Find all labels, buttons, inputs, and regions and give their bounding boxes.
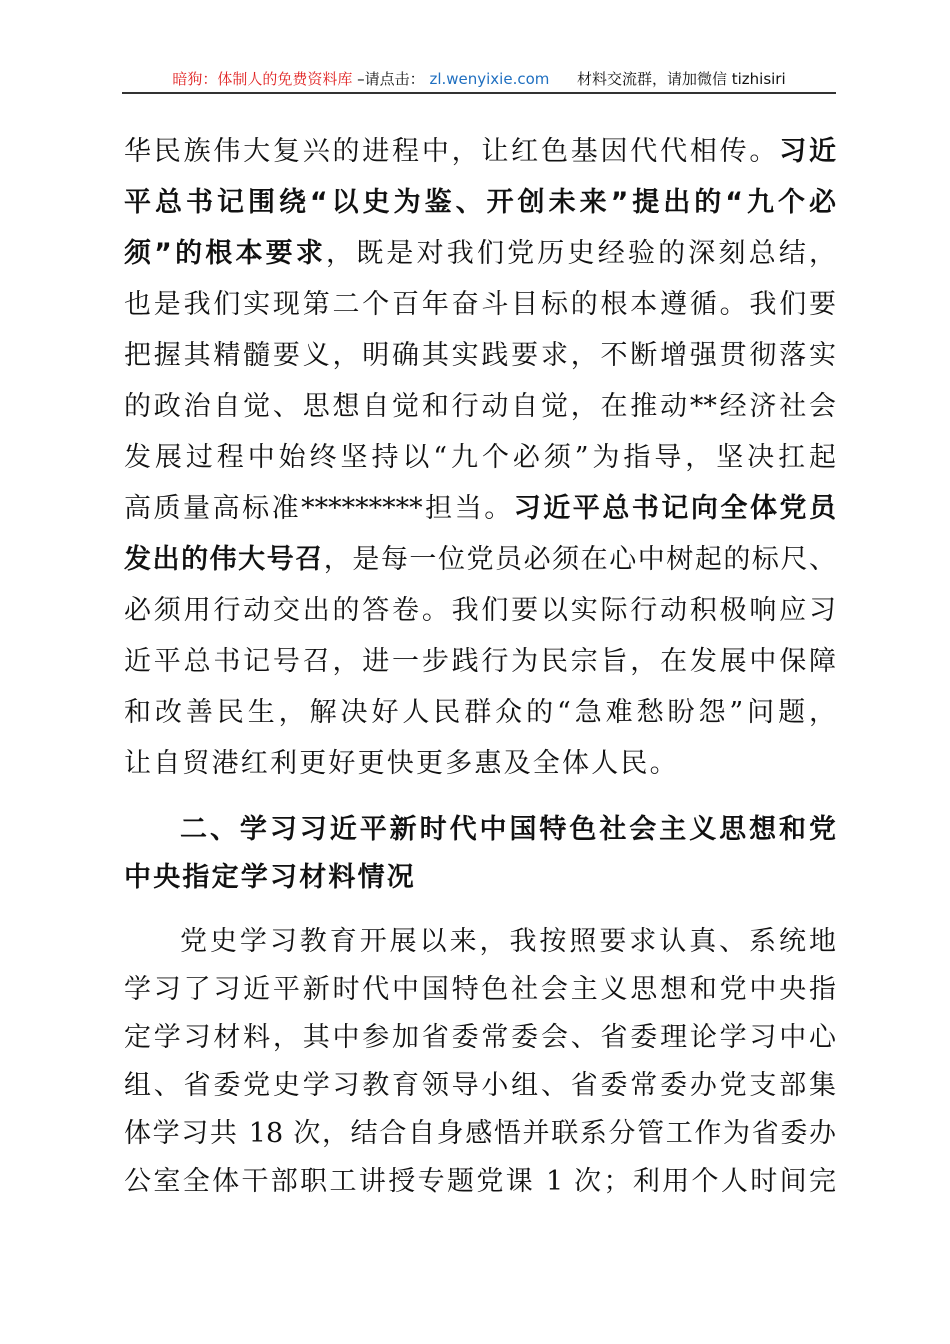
group-note: 材料交流群，请加微信 tizhisiri [576,70,786,88]
bold-text: 习近 [779,136,837,167]
bold-text: 须”的根本要求 [124,238,327,269]
bold-text: 平总书记围绕“以史为鉴、开创未来”提出的“九个必 [124,187,836,218]
section-heading-line [180,810,836,850]
paragraph-line [124,693,836,733]
text: 发展过程中始终坚持以“九个必须”为指导，坚决扛起 [124,442,836,473]
paragraph-line [124,183,836,223]
paragraph-line [124,540,836,580]
watermark-header [122,68,836,89]
site-link[interactable]: zl.wenyixie.com [429,70,550,88]
click-prompt: –请点击： [357,70,425,88]
text: 体学习共 18 次，结合自身感悟并联系分管工作为省委办 [124,1118,836,1149]
text: 定学习材料，其中参加省委常委会、省委理论学习中心 [124,1022,836,1053]
paragraph-line [124,970,836,1010]
text: 公室全体干部职工讲授专题党课 1 次；利用个人时间完 [124,1166,836,1197]
text: 让自贸港红利更好更快更多惠及全体人民。 [124,748,679,779]
text: 高质量高标准*********担当。 [124,493,514,524]
site-name: 暗狗：体制人的免费资料库 [172,70,353,88]
section-heading-line [124,858,836,898]
text: ，是每一位党员必须在心中树起的标尺、 [323,544,837,575]
paragraph-line [124,1162,836,1202]
paragraph-line [124,1066,836,1106]
text: ，既是对我们党历史经验的深刻总结， [326,238,837,269]
text: 的政治自觉、思想自觉和行动自觉，在推动**经济社会 [124,391,836,422]
paragraph-line [124,234,836,274]
paragraph-line [180,922,836,962]
paragraph-line [124,744,836,784]
text: 学习了习近平新时代中国特色社会主义思想和党中央指 [124,974,836,1005]
text: 华民族伟大复兴的进程中，让红色基因代代相传。 [124,136,780,167]
bold-text: 二、学习习近平新时代中国特色社会主义思想和党 [180,814,836,845]
paragraph-line [124,1018,836,1058]
text: 组、省委党史学习教育领导小组、省委常委办党支部集 [124,1070,836,1101]
paragraph-line [124,132,836,172]
text: 和改善民生，解决好人民群众的“急难愁盼怨”问题， [124,697,836,728]
bold-text: 中央指定学习材料情况 [124,862,416,893]
text: 把握其精髓要义，明确其实践要求，不断增强贯彻落实 [124,340,836,371]
text: 党史学习教育开展以来，我按照要求认真、系统地 [180,926,836,957]
paragraph-line [124,285,836,325]
paragraph-line [124,1114,836,1154]
text: 也是我们实现第二个百年奋斗目标的根本遵循。我们要 [124,289,836,320]
paragraph-line [124,489,836,529]
bold-text: 发出的伟大号召 [124,544,324,575]
text: 近平总书记号召，进一步践行为民宗旨，在发展中保障 [124,646,836,677]
bold-text: 习近平总书记向全体党员 [513,493,836,524]
text: 必须用行动交出的答卷。我们要以实际行动积极响应习 [124,595,836,626]
paragraph-line [124,438,836,478]
paragraph-line [124,336,836,376]
paragraph-line [124,387,836,427]
header-divider [122,92,836,94]
paragraph-line [124,642,836,682]
paragraph-line [124,591,836,631]
